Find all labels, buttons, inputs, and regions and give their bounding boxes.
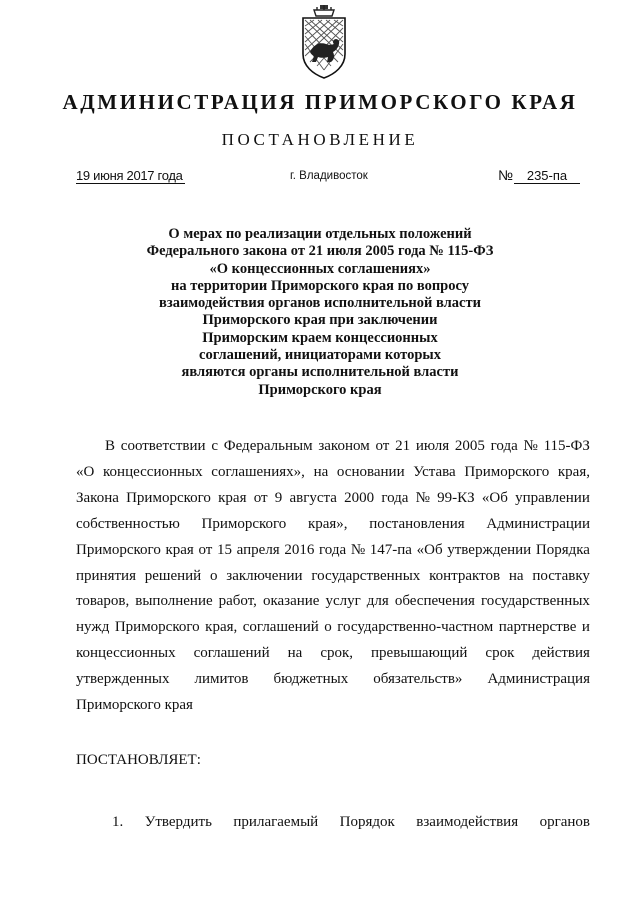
word: услуг xyxy=(325,593,361,610)
title-line: Приморским краем концессионных xyxy=(202,329,438,346)
word: 115-ФЗ xyxy=(543,438,590,454)
word: № xyxy=(415,489,430,506)
word: оказание xyxy=(262,593,320,610)
word: органов xyxy=(539,814,590,830)
word: контрактов xyxy=(429,567,501,584)
word: края xyxy=(165,541,194,558)
word: постановления xyxy=(369,515,465,532)
document-type: ПОСТАНОВЛЕНИЕ xyxy=(221,130,419,149)
body-line xyxy=(76,589,590,615)
word: 9 xyxy=(274,489,283,506)
title-line: «О концессионных соглашениях» xyxy=(209,260,431,277)
body-line xyxy=(76,486,590,512)
word: 15 xyxy=(217,541,233,558)
word: прилагаемый xyxy=(233,814,319,830)
word: июля xyxy=(415,438,450,454)
organization-name: АДМИНИСТРАЦИЯ ПРИМОРСКОГО КРАЯ xyxy=(62,90,578,114)
word: бюджетных xyxy=(273,671,349,688)
title-line: являются органы исполнительной власти xyxy=(181,364,459,381)
word: Приморского xyxy=(76,541,161,558)
body-line xyxy=(76,538,590,564)
word: апреля xyxy=(236,541,280,558)
word: края xyxy=(218,489,247,506)
word: на xyxy=(508,567,524,584)
body-line xyxy=(76,460,590,486)
word: № xyxy=(523,438,538,454)
word: для xyxy=(366,593,389,610)
word: срок, xyxy=(320,645,354,662)
word: взаимодействия xyxy=(416,814,519,830)
document-date: 19 июня 2017 года xyxy=(76,168,183,183)
word: Приморского xyxy=(126,489,211,506)
word: края», xyxy=(307,515,348,532)
word: Приморского xyxy=(464,463,550,480)
word: управлении xyxy=(515,489,590,506)
word: августа xyxy=(289,489,337,506)
word: Федеральным xyxy=(223,438,313,454)
word: 2000 xyxy=(344,489,375,506)
preamble-paragraph xyxy=(76,434,590,719)
word: с xyxy=(211,438,218,454)
title-line: О мерах по реализации отдельных положений xyxy=(168,226,472,242)
word: утвержденных xyxy=(76,671,170,688)
document-city: г. Владивосток xyxy=(290,170,368,182)
word: Приморского xyxy=(114,619,200,636)
numbered-item-1 xyxy=(112,814,590,831)
title-line: соглашений, инициаторами которых xyxy=(199,347,441,364)
word: товаров, xyxy=(76,593,130,610)
title-line: на территории Приморского края по вопросу xyxy=(170,277,469,294)
body-line: Приморского края xyxy=(76,697,193,714)
word: Администрация xyxy=(487,671,590,688)
word: лимитов xyxy=(194,671,249,688)
body-line xyxy=(76,615,590,641)
word: государственных xyxy=(480,593,590,610)
word: В xyxy=(105,438,116,454)
word: о xyxy=(209,567,218,584)
body-line xyxy=(76,512,590,538)
word: от xyxy=(375,438,390,454)
word: обязательств» xyxy=(373,671,463,688)
word: соглашениях», xyxy=(211,463,305,480)
word: края, xyxy=(205,619,238,636)
body-line xyxy=(76,641,590,667)
coat-of-arms-emblem xyxy=(298,4,350,80)
word: соглашений xyxy=(242,619,319,636)
word: Устава xyxy=(413,463,456,480)
word: действия xyxy=(532,645,590,662)
word: 147-па xyxy=(369,541,412,558)
word: 21 xyxy=(395,438,411,454)
word: заключении xyxy=(226,567,303,584)
word: Закона xyxy=(76,489,119,506)
body-line xyxy=(76,667,590,693)
number-label: № xyxy=(498,167,514,183)
word: года xyxy=(490,438,518,454)
word: концессионных xyxy=(103,463,203,480)
word: от xyxy=(253,489,268,506)
title-line: Федерального закона от 21 июля 2005 года № 115-ФЗ xyxy=(146,243,494,260)
word: поставку xyxy=(532,567,590,584)
word: превышающий xyxy=(371,645,468,662)
body-line xyxy=(76,434,590,460)
word: срок xyxy=(485,645,515,662)
word: 2016 xyxy=(284,541,315,558)
word: решений xyxy=(144,567,202,584)
title-line: взаимодействия органов исполнительной власти xyxy=(159,295,481,312)
word: и xyxy=(581,619,590,636)
word: работ, xyxy=(218,593,257,610)
word: на xyxy=(313,463,329,480)
item-number: 1. xyxy=(112,814,124,830)
word: Порядка xyxy=(535,541,590,558)
word: на xyxy=(287,645,303,662)
word: собственностью xyxy=(76,515,180,532)
title-line: Приморского края xyxy=(258,381,382,398)
word: выполнение xyxy=(135,593,213,610)
word: края, xyxy=(557,463,590,480)
word: Порядок xyxy=(339,814,395,830)
word: «О xyxy=(76,463,95,480)
word: обеспечения xyxy=(394,593,475,610)
word: принятия xyxy=(76,567,136,584)
word: Приморского xyxy=(201,515,287,532)
word: партнерстве xyxy=(498,619,577,636)
word: «Об xyxy=(481,489,508,506)
body-line xyxy=(76,564,590,590)
word: основании xyxy=(336,463,405,480)
word: 2005 xyxy=(454,438,485,454)
word: утверждении xyxy=(447,541,532,558)
word: 99-КЗ xyxy=(437,489,475,506)
decree-word: ПОСТАНОВЛЯЕТ: xyxy=(76,752,201,768)
document-number: 235-па xyxy=(514,168,580,184)
document-title xyxy=(120,226,520,399)
title-line: Приморского края при заключении xyxy=(202,312,438,329)
word: соответствии xyxy=(120,438,206,454)
word: о xyxy=(324,619,332,636)
word: № xyxy=(350,541,366,558)
word: государственно-частном xyxy=(337,619,494,636)
word: Утвердить xyxy=(144,814,212,830)
word: законом xyxy=(318,438,370,454)
word: концессионных xyxy=(76,645,176,662)
word: года xyxy=(381,489,409,506)
word: от xyxy=(198,541,213,558)
word: нужд xyxy=(76,619,110,636)
word: государственных xyxy=(311,567,421,584)
word: соглашений xyxy=(193,645,270,662)
word: Администрации xyxy=(486,515,590,532)
word: года xyxy=(319,541,347,558)
word: «Об xyxy=(416,541,443,558)
